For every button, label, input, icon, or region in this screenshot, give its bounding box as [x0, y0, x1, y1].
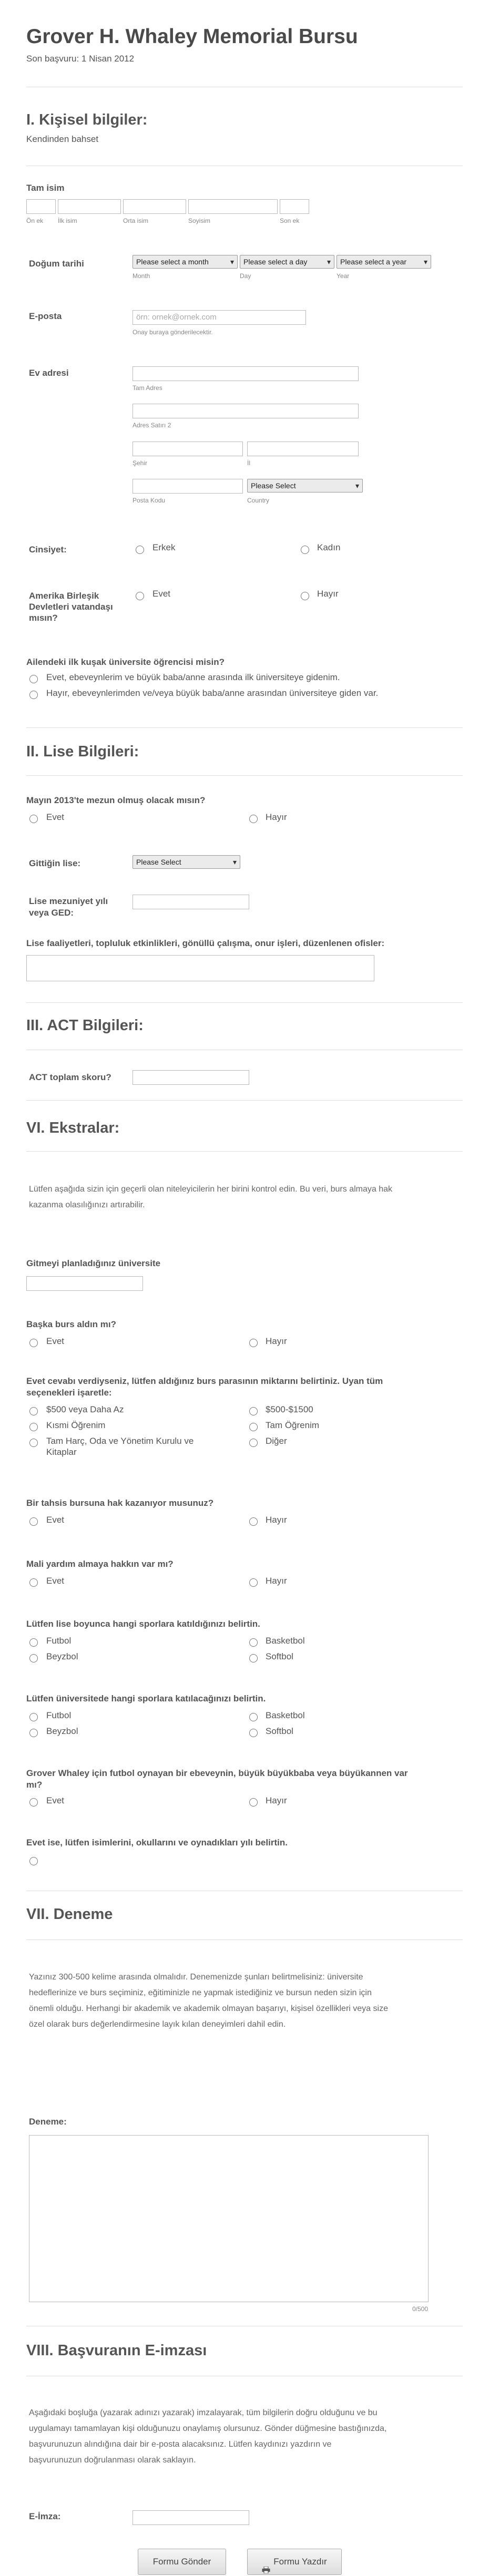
hs-basketball-radio[interactable] — [249, 1638, 258, 1647]
hs-basketball-label: Basketbol — [266, 1636, 305, 1646]
sig-intro-line1: Aşağıdaki boşluğa (yazarak adınızı yazarak) imzalayarak, tüm bilgilerin doğru olduğunu ve bu — [29, 2408, 378, 2417]
section-essay-title: VII. Deneme — [26, 1906, 113, 1923]
essay-label: Deneme: — [29, 2117, 67, 2127]
other-no-radio[interactable] — [249, 1339, 258, 1347]
section-highschool-title: II. Lise Bilgileri: — [26, 743, 139, 760]
city-input[interactable] — [133, 442, 243, 456]
gender-female-label: Kadın — [317, 542, 341, 552]
amount-500-radio[interactable] — [29, 1407, 38, 1415]
day-select[interactable]: Please select a day ▾ — [240, 255, 334, 269]
section-signature-title: VIII. Başvuranın E-imzası — [26, 2342, 207, 2359]
last-name-sublabel: Soyisim — [188, 217, 211, 224]
activities-textarea[interactable] — [26, 955, 374, 981]
hs-football-radio[interactable] — [29, 1638, 38, 1647]
printer-icon — [262, 2558, 270, 2564]
street2-sublabel: Adres Satırı 2 — [133, 422, 171, 429]
middle-name-sublabel: Orta isim — [123, 217, 148, 224]
street-input[interactable] — [133, 366, 359, 381]
middle-name-input[interactable] — [123, 199, 186, 214]
country-sublabel: Country — [247, 497, 270, 504]
citizen-label-line1: Amerika Birleşik — [29, 591, 99, 601]
street2-input[interactable] — [133, 404, 359, 418]
firstgen-no-radio[interactable] — [29, 691, 38, 699]
school-label: Gittiğin lise: — [29, 858, 81, 868]
hs-softball-label: Softbol — [266, 1651, 293, 1661]
divider — [26, 775, 463, 776]
dorm-label: Bir tahsis bursuna hak kazanıyor musunuz? — [26, 1498, 214, 1508]
dob-label: Doğum tarihi — [29, 259, 84, 269]
aid-no-radio[interactable] — [249, 1578, 258, 1587]
hs-softball-radio[interactable] — [249, 1654, 258, 1662]
amount-other-radio[interactable] — [249, 1439, 258, 1447]
extras-intro-line1: Lütfen aşağıda sizin için geçerli olan niteleyicilerin her birini kontrol edin. Bu veri, burs almaya hak — [29, 1185, 393, 1194]
grad2013-label: Mayın 2013'te mezun olmuş olacak mısın? — [26, 795, 206, 805]
amount-other-label: Diğer — [266, 1436, 287, 1446]
state-sublabel: İl — [247, 459, 250, 467]
uni-baseball-label: Beyzbol — [46, 1726, 78, 1736]
amount-full-board-radio[interactable] — [29, 1439, 38, 1447]
firstgen-yes-radio[interactable] — [29, 675, 38, 683]
firstgen-yes-label: Evet, ebeveynlerim ve büyük baba/anne arasında ilk üniversiteye gidenim. — [46, 672, 340, 682]
amount-500-1500-label: $500-$1500 — [266, 1404, 313, 1414]
signature-input[interactable] — [133, 2510, 249, 2525]
other-yes-radio[interactable] — [29, 1339, 38, 1347]
relative-no-label: Hayır — [266, 1795, 287, 1805]
other-no-label: Hayır — [266, 1336, 287, 1346]
first-name-input[interactable] — [58, 199, 121, 214]
relative-label-line2: mı? — [26, 1780, 43, 1790]
essay-word-counter: 0/500 — [412, 2305, 429, 2313]
sig-intro-line2: uygulamayı tamamlayan kişi olduğunuzu onaylamış olursunuz. Gönder düğmesine bastığınızda, — [29, 2424, 387, 2433]
grad2013-no-radio[interactable] — [249, 815, 258, 823]
print-button-label: Formu Yazdır — [273, 2557, 327, 2567]
year-select[interactable]: Please select a year ▾ — [337, 255, 431, 269]
relnames-label: Evet ise, lütfen isimlerini, okullarını ve oynadıkları yılı belirtin. — [26, 1838, 288, 1848]
aid-label: Mali yardım almaya hakkın var mı? — [26, 1559, 174, 1569]
first-name-sublabel: İlk isim — [58, 217, 77, 224]
amount-partial-radio[interactable] — [29, 1423, 38, 1431]
grad2013-yes-radio[interactable] — [29, 815, 38, 823]
amount-500-label: $500 veya Daha Az — [46, 1404, 124, 1414]
email-hint: Onay buraya gönderilecektir. — [133, 329, 213, 336]
uni-softball-radio[interactable] — [249, 1729, 258, 1737]
address-label: Ev adresi — [29, 368, 69, 378]
amount-full-label: Tam Öğrenim — [266, 1420, 320, 1430]
divider — [26, 1100, 463, 1101]
sig-intro-line4: başvurunuzun doğrulanması olarak saklayın. — [29, 2456, 196, 2465]
section-extras-title: VI. Ekstralar: — [26, 1120, 120, 1136]
year-sublabel: Year — [337, 272, 350, 280]
aid-no-label: Hayır — [266, 1576, 287, 1586]
citizen-yes-radio[interactable] — [136, 592, 144, 600]
fullname-label: Tam isim — [26, 183, 65, 193]
extras-intro-line2: kazanma olasılığınızı artırabilir. — [29, 1200, 145, 1209]
amount-label-line2: seçenekleri işaretle: — [26, 1388, 112, 1398]
other-yes-label: Evet — [46, 1336, 65, 1346]
divider — [26, 727, 463, 728]
grad2013-yes-label: Evet — [46, 812, 65, 822]
last-name-input[interactable] — [188, 199, 278, 214]
dorm-no-label: Hayır — [266, 1515, 287, 1525]
state-input[interactable] — [247, 442, 359, 456]
amount-full-radio[interactable] — [249, 1423, 258, 1431]
uni-football-radio[interactable] — [29, 1713, 38, 1721]
relative-no-radio[interactable] — [249, 1798, 258, 1807]
zip-input[interactable] — [133, 479, 243, 494]
gender-male-label: Erkek — [152, 542, 176, 552]
suffix-input[interactable] — [280, 199, 309, 214]
essay-intro-line2: hedeflerinize ve burs seçiminiz, eğitiminizle ne yapmak istediğiniz ve bursun neden sizin için — [29, 1988, 372, 1997]
gradyear-label-line1: Lise mezuniyet yılı — [29, 896, 108, 906]
dorm-yes-radio[interactable] — [29, 1517, 38, 1526]
aid-yes-label: Evet — [46, 1576, 65, 1586]
other-scholarship-label: Başka burs aldın mı? — [26, 1319, 116, 1329]
city-sublabel: Şehir — [133, 459, 148, 467]
hs-sports-label: Lütfen lise boyunca hangi sporlara katıldığınızı belirtin. — [26, 1619, 260, 1629]
amount-full-board-line1: Tam Harç, Oda ve Yönetim Kurulu ve — [46, 1436, 194, 1446]
uni-basketball-label: Basketbol — [266, 1710, 305, 1720]
aid-yes-radio[interactable] — [29, 1578, 38, 1587]
essay-intro-line3: önemli olduğu. Herhangi bir akademik ve akademik olmayan başarıyı, kişisel özellikleri veya size — [29, 2004, 388, 2013]
gender-male-radio[interactable] — [136, 546, 144, 554]
essay-intro-line4: özel olarak burs değerlendirmesine layık kılan deneyimleri dahil edin. — [29, 2020, 286, 2029]
divider — [26, 1939, 463, 1940]
citizen-no-radio[interactable] — [301, 592, 309, 600]
gender-female-radio[interactable] — [301, 546, 309, 554]
submit-button[interactable]: Formu Gönder — [138, 2549, 226, 2575]
sig-intro-line3: başvurunuzun alındığına dair bir e-posta alacaksınız. Lütfen kaydınızı yazdırın ve — [29, 2440, 332, 2449]
email-label: E-posta — [29, 311, 62, 321]
amount-label-line1: Evet cevabı verdiyseniz, lütfen aldığınız burs parasının miktarını belirtiniz. Uyan tüm — [26, 1376, 383, 1386]
gender-label: Cinsiyet: — [29, 545, 67, 555]
country-select[interactable]: Please Select ▾ — [247, 479, 363, 492]
citizen-yes-label: Evet — [152, 589, 171, 599]
relative-yes-label: Evet — [46, 1795, 65, 1805]
amount-500-1500-radio[interactable] — [249, 1407, 258, 1415]
uni-basketball-radio[interactable] — [249, 1713, 258, 1721]
deadline-text: Son başvuru: 1 Nisan 2012 — [26, 54, 135, 64]
section-personal-title: I. Kişisel bilgiler: — [26, 111, 148, 128]
signature-label: E-İmza: — [29, 2511, 61, 2521]
day-sublabel: Day — [240, 272, 251, 280]
suffix-sublabel: Son ek — [280, 217, 300, 224]
act-input[interactable] — [133, 1070, 249, 1085]
school-select[interactable]: Please Select ▾ — [133, 855, 240, 869]
form-title: Grover H. Whaley Memorial Bursu — [26, 25, 358, 48]
citizen-label-line2: Devletleri vatandaşı — [29, 602, 113, 612]
dorm-yes-label: Evet — [46, 1515, 65, 1525]
section-personal-subtitle: Kendinden bahset — [26, 134, 99, 144]
relative-yes-radio[interactable] — [29, 1798, 38, 1807]
firstgen-no-label: Hayır, ebeveynlerimden ve/veya büyük baba/anne arasından üniversiteye giden var. — [46, 688, 379, 698]
college-label: Gitmeyi planladığınız üniversite — [26, 1258, 161, 1268]
hs-baseball-label: Beyzbol — [46, 1651, 78, 1661]
amount-full-board-line2: Kitaplar — [46, 1447, 77, 1457]
prefix-sublabel: Ön ek — [26, 217, 44, 224]
grad2013-no-label: Hayır — [266, 812, 287, 822]
street-sublabel: Tam Adres — [133, 384, 162, 392]
essay-textarea[interactable] — [29, 2135, 429, 2302]
amount-partial-label: Kısmi Öğrenim — [46, 1420, 106, 1430]
uni-football-label: Futbol — [46, 1710, 72, 1720]
firstgen-label: Ailendeki ilk kuşak üniversite öğrencisi misin? — [26, 657, 225, 667]
zip-sublabel: Posta Kodu — [133, 497, 166, 504]
essay-intro-line1: Yazınız 300-500 kelime arasında olmalıdır. Denemenizde şunları belirtmelisiniz: üniversite — [29, 1973, 363, 1982]
relative-label-line1: Grover Whaley için futbol oynayan bir ebeveynin, büyük büyükbaba veya büyükannen var — [26, 1768, 408, 1778]
print-button[interactable] — [247, 2549, 342, 2575]
month-sublabel: Month — [133, 272, 150, 280]
uni-sports-label: Lütfen üniversitede hangi sporlara katılacağınızı belirtin. — [26, 1694, 266, 1703]
citizen-no-label: Hayır — [317, 589, 339, 599]
dorm-no-radio[interactable] — [249, 1517, 258, 1526]
hs-football-label: Futbol — [46, 1636, 72, 1646]
month-select[interactable]: Please select a month ▾ — [133, 255, 238, 269]
prefix-input[interactable] — [26, 199, 56, 214]
gradyear-label-line2: veya GED: — [29, 908, 74, 918]
gradyear-input[interactable] — [133, 895, 249, 909]
citizen-label-line3: mısın? — [29, 613, 58, 623]
hs-baseball-radio[interactable] — [29, 1654, 38, 1662]
divider — [26, 1151, 463, 1152]
relnames-radio[interactable] — [29, 1857, 38, 1865]
uni-baseball-radio[interactable] — [29, 1729, 38, 1737]
college-input[interactable] — [26, 1276, 143, 1291]
divider — [26, 1002, 463, 1003]
activities-label: Lise faaliyetleri, topluluk etkinlikleri, gönüllü çalışma, onur işleri, düzenlenen ofisler: — [26, 938, 385, 948]
uni-softball-label: Softbol — [266, 1726, 293, 1736]
section-act-title: III. ACT Bilgileri: — [26, 1017, 144, 1034]
email-input[interactable]: örn: ornek@ornek.com — [133, 310, 306, 325]
act-label: ACT toplam skoru? — [29, 1072, 111, 1082]
